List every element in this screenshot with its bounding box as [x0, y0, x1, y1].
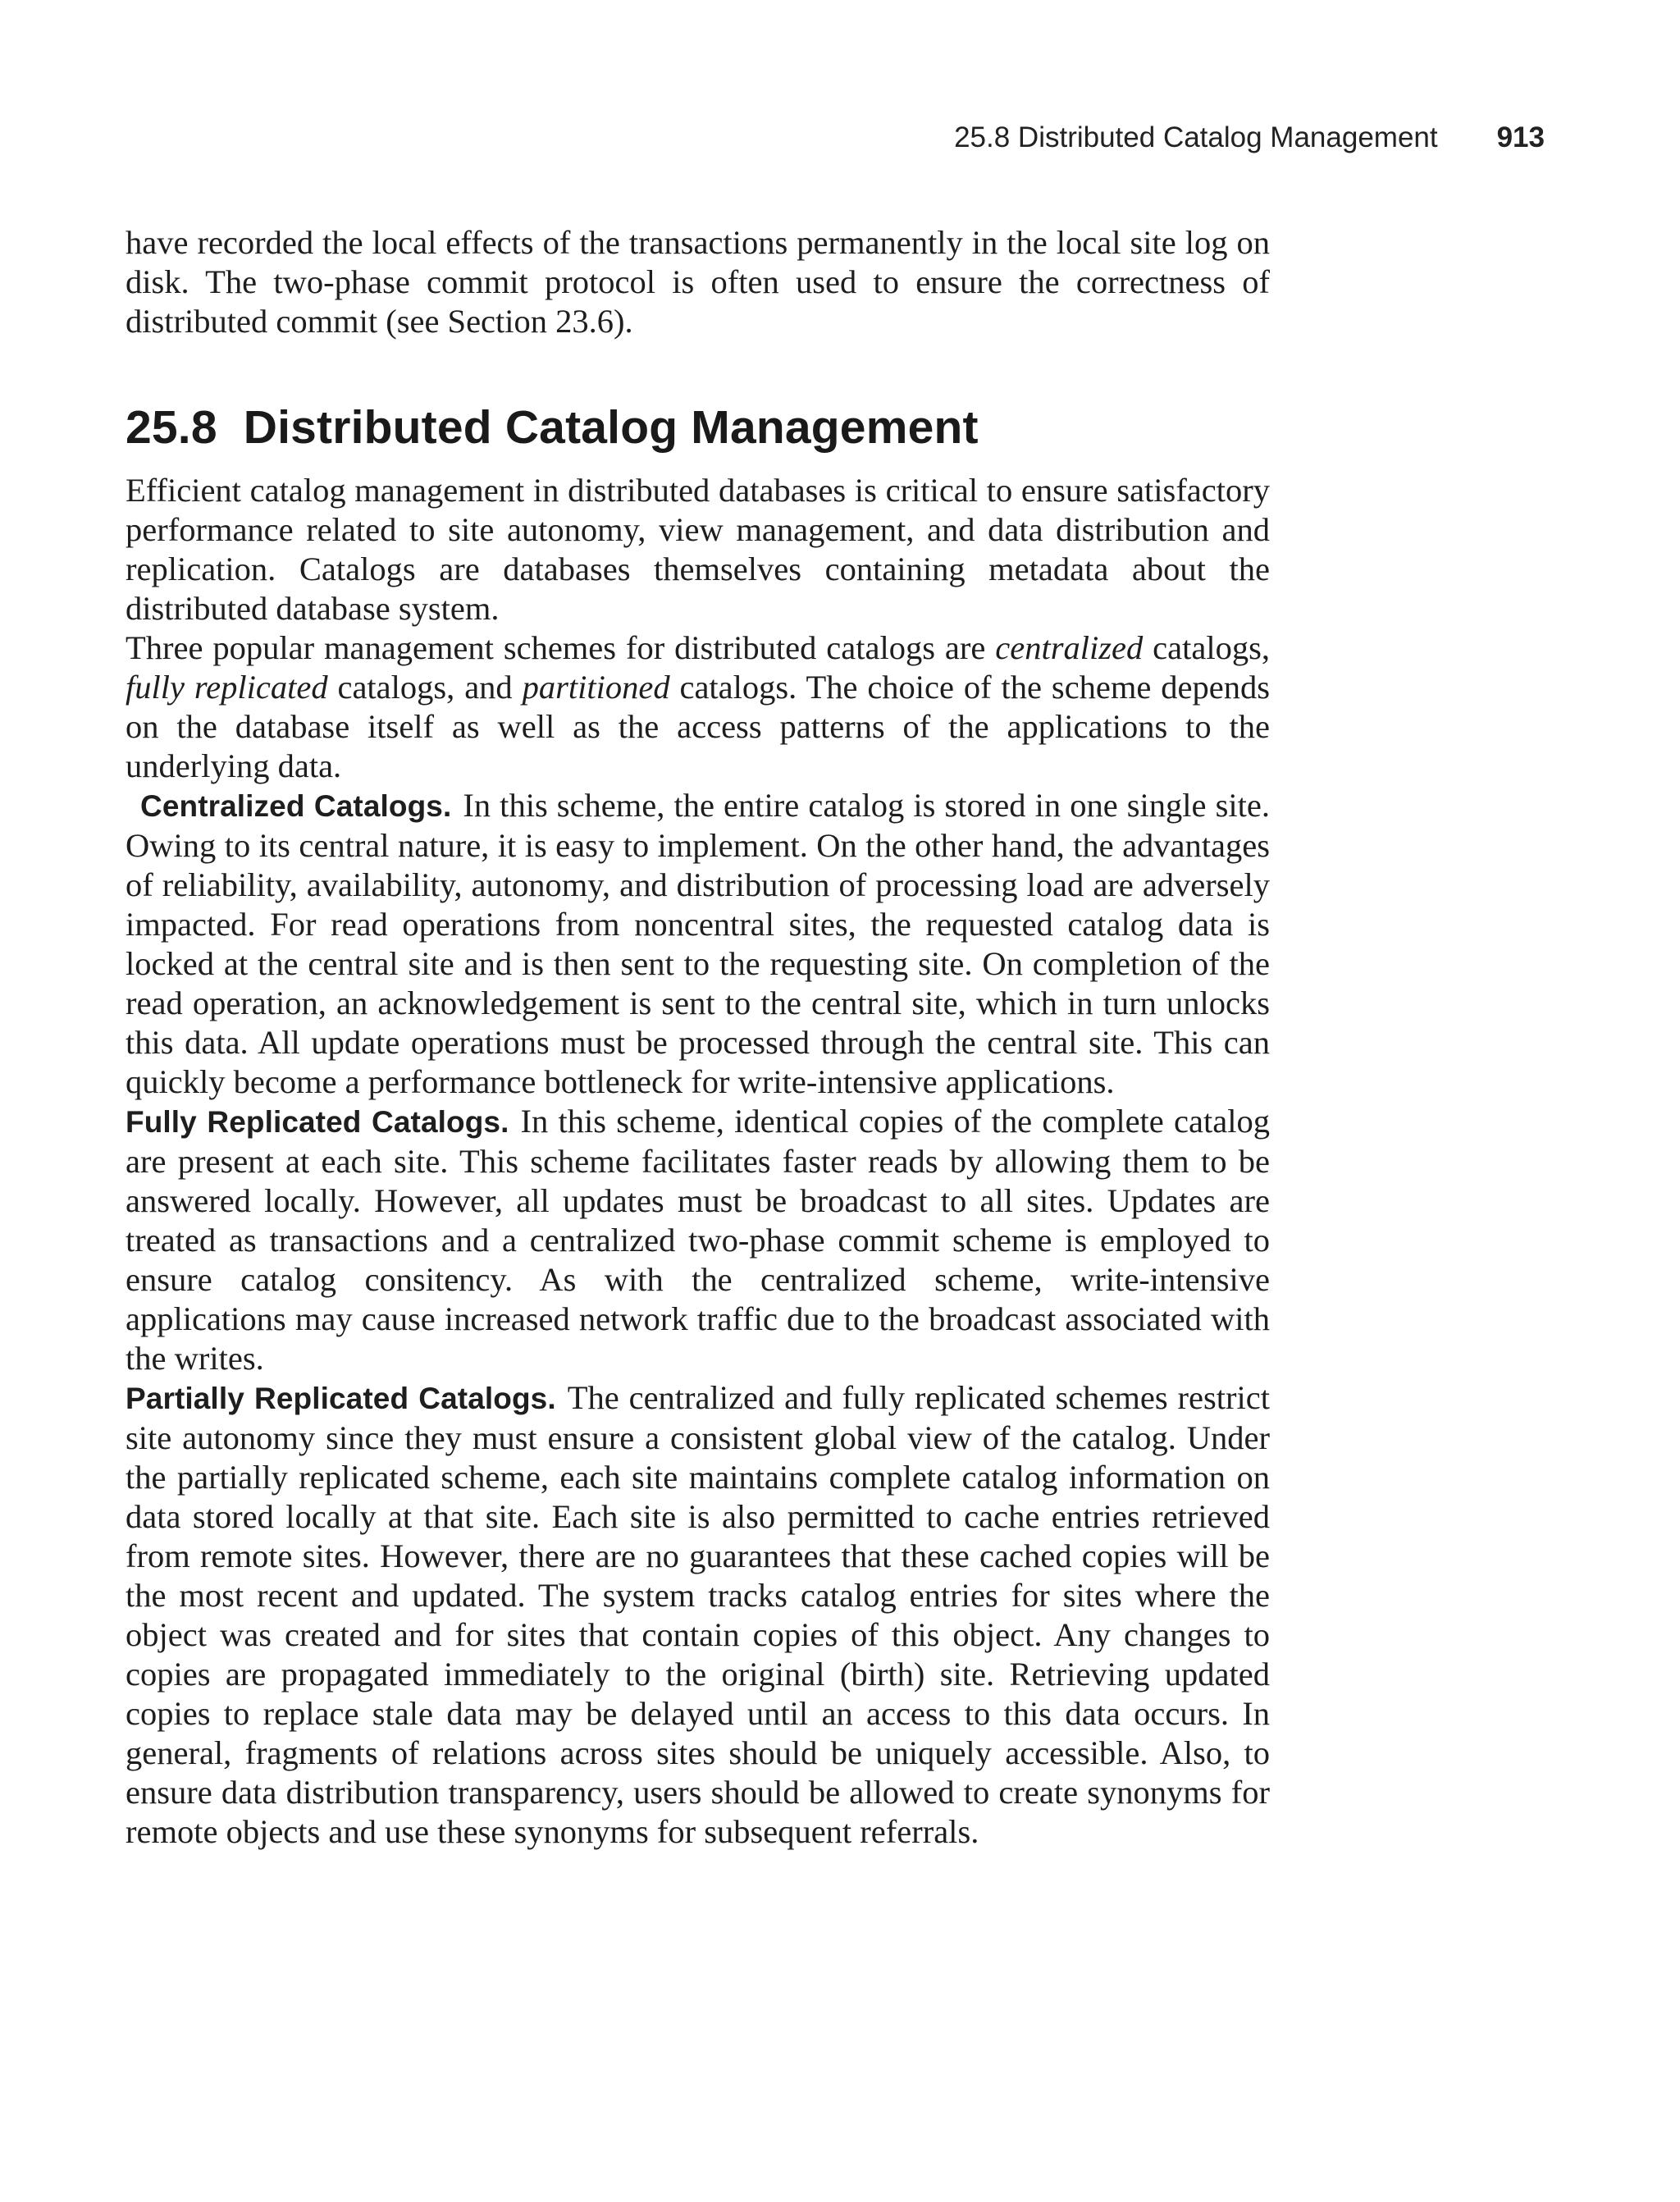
text-run: catalogs, and	[327, 669, 523, 706]
text-run: catalogs,	[1143, 629, 1270, 666]
emphasis-fully-replicated: fully replicated	[126, 669, 328, 706]
continuation-paragraph: have recorded the local effects of the transactions permanently in the local site log on disk. The two-phase commit protocol is often used to ensure the correctness of distributed commit (see Section 23.6).	[126, 224, 1270, 340]
centralized-catalogs-paragraph	[126, 786, 1270, 1102]
text-run: catalogs. The choice of the scheme depends on the database itself as well as the access patterns of the applications to the underlying data.	[126, 669, 1270, 784]
subsection-text: In this scheme, the entire catalog is stored in one single site. Owing to its central nature, it is easy to implement. On the other hand, the advantages of reliability, availability, autonomy, and distribution of processing load are adversely impacted. For read operations from noncentral sites, the requested catalog data is locked at the central site and is then sent to the requesting site. On completion of the read operation, an acknowledgement is sent to the central site, which in turn unlocks this data. All update operations must be processed through the central site. This can quickly become a performance bottleneck for write-intensive applications.	[126, 787, 1270, 1100]
section-title: Distributed Catalog Management	[243, 401, 979, 454]
section-heading	[126, 399, 1270, 456]
catalog-schemes-paragraph	[126, 628, 1270, 786]
run-in-heading-centralized: Centralized Catalogs.	[140, 789, 452, 823]
emphasis-centralized: centralized	[995, 629, 1144, 666]
running-head-title: 25.8 Distributed Catalog Management	[954, 121, 1438, 153]
subsection-text: In this scheme, identical copies of the complete catalog are present at each site. This scheme facilitates faster reads by allowing them to be answered locally. However, all updates must be broadcast to all sites. Updates are treated as transactions and a centralized two-phase commit scheme is employed to ensure catalog consitency. As with the centralized scheme, write-intensive applications may cause increased network traffic due to the broadcast associated with the writes.	[126, 1103, 1270, 1377]
section-number: 25.8	[126, 401, 217, 454]
partially-replicated-catalogs-paragraph	[126, 1378, 1270, 1852]
run-in-heading-fully-replicated: Fully Replicated Catalogs.	[126, 1105, 509, 1139]
page-number: 913	[1496, 121, 1545, 153]
page-body	[126, 223, 1270, 1852]
text-run: Three popular management schemes for distributed catalogs are	[126, 629, 996, 666]
section-intro-paragraph: Efficient catalog management in distributed databases is critical to ensure satisfactory performance related to site autonomy, view management, and data distribution and replication. Catalogs are databases themselves containing metadata about the distributed database system.	[126, 472, 1270, 627]
running-head	[954, 116, 1545, 159]
run-in-heading-partially-replicated: Partially Replicated Catalogs.	[126, 1382, 556, 1415]
emphasis-partitioned: partitioned	[522, 669, 670, 706]
subsection-text: The centralized and fully replicated schemes restrict site autonomy since they must ensure a consistent global view of the catalog. Under the partially replicated scheme, each site maintains complete catalog information on data stored locally at that site. Each site is also permitted to cache entries retrieved from remote sites. However, there are no guarantees that these cached copies will be the most recent and updated. The system tracks catalog entries for sites where the object was created and for sites that contain copies of this object. Any changes to copies are propagated immediately to the original (birth) site. Retrieving updated copies to replace stale data may be delayed until an access to this data occurs. In general, fragments of relations across sites should be uniquely accessible. Also, to ensure data distribution transparency, users should be allowed to create synonyms for remote objects and use these synonyms for subsequent referrals.	[126, 1379, 1270, 1850]
fully-replicated-catalogs-paragraph	[126, 1102, 1270, 1378]
